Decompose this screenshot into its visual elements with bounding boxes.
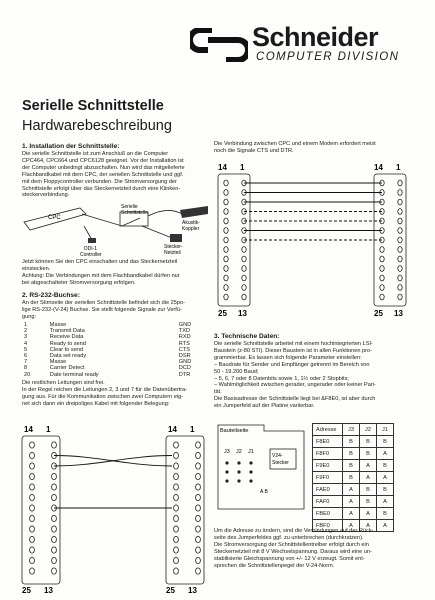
connector-pin: [30, 526, 35, 532]
signal-code: GND: [178, 322, 192, 328]
text-line: stabilisierte Gleichspannung von +/- 12 V erzeugt. Somit ent-: [214, 555, 365, 562]
signal-name: Ready to send: [49, 340, 86, 347]
text-line: Die Verbindung zwischen CPC und einem Modem erfordert meist: [214, 141, 376, 147]
connector-pin: [174, 442, 179, 448]
connector-pin: [224, 190, 228, 196]
jumper-cell: B: [360, 484, 377, 496]
address-header-row: [313, 424, 394, 436]
section1-after: [22, 259, 180, 287]
signal-name: Receive Data: [49, 334, 84, 341]
connector-pin: [242, 285, 246, 291]
connector-pin: [398, 199, 402, 205]
connector-pin-label: 14: [24, 425, 33, 434]
jumper-cell: A: [360, 520, 377, 532]
jumper-cell: A: [377, 472, 394, 484]
connector-pin: [398, 228, 402, 234]
text-line: Die Basisadresse der Schnittstelle liegt bei &F8E0, ist aber durch: [214, 396, 376, 403]
schneider-logo-icon: [190, 28, 248, 62]
address-cell: F8F0: [313, 448, 343, 460]
signal-pin: 6: [24, 353, 28, 360]
jumper-cell: B: [360, 448, 377, 460]
text-line: – 5, 6, 7 oder 8 Datenbits sowie 1, 1½ oder 2 Stopbits;: [214, 375, 349, 382]
connector-pin: [380, 256, 384, 262]
text-line: Baustein (z-80 STI). Dieser Baustein ist in allen Funktionen pro-: [214, 347, 372, 354]
wire-rxd-txd: [54, 456, 172, 467]
jumper-cell: B: [343, 436, 360, 448]
address-row: [313, 436, 394, 448]
jumper-pad: [249, 479, 252, 482]
connector-pin: [174, 557, 179, 563]
text-line: der Computer unbedingt abzuschalten. Nun wird das mitgelieferte: [22, 164, 185, 171]
connector-left: [218, 163, 250, 318]
address-header-cell: J3: [343, 424, 360, 436]
null-modem-diagram: [18, 422, 210, 594]
connector-pin: [174, 515, 179, 521]
connector-pin: [196, 526, 201, 532]
right-intro: [214, 141, 376, 155]
signal-pin: 4: [24, 340, 28, 347]
text-line: – Wahlmöglichkeit zwischen gerader, ungerader oder keiner Pari-: [214, 382, 376, 389]
signal-table: [24, 322, 214, 378]
connector-pin: [224, 237, 228, 243]
signal-name: Date terminal ready: [49, 371, 99, 378]
address-header-cell: J2: [360, 424, 377, 436]
address-row: [313, 448, 394, 460]
connector-pin: [30, 452, 35, 458]
address-cell: F8E0: [313, 436, 343, 448]
text-line: mit dem Floppycontroller verbunden. Die Stromversorgung der: [22, 178, 177, 185]
connector-pin-label: 13: [394, 309, 403, 318]
section2-intro: [22, 300, 185, 321]
board-title: Bauteilseite: [220, 428, 249, 434]
ddi-label: DDI-1: [84, 246, 98, 252]
address-cell: FBE0: [313, 508, 343, 520]
power-cable: [142, 226, 172, 238]
jumper-cell: A: [343, 508, 360, 520]
jumper-cell: B: [360, 436, 377, 448]
connector-pin: [30, 536, 35, 542]
connector-pin: [380, 266, 384, 272]
jumper-cell: A: [377, 448, 394, 460]
connector-right: [166, 425, 204, 594]
jumper-cell: A: [343, 520, 360, 532]
jumper-pad: [237, 479, 240, 482]
jumper-cell: B: [343, 472, 360, 484]
text-line: seite des Jumperfeldes ggf. zu unterbrechen (durchkratzen).: [214, 534, 364, 541]
connector-pin: [174, 505, 179, 511]
v24-connector: [270, 449, 296, 469]
connector-pin: [174, 473, 179, 479]
jumper-cell: A: [343, 496, 360, 508]
connector-pin: [174, 526, 179, 532]
connector-pin-label: 25: [22, 586, 31, 594]
page-subtitle: Hardwarebeschreibung: [22, 118, 172, 134]
text-line: An der Stirnseite der seriellen Schnittstelle befindet sich die 25po-: [22, 300, 185, 306]
jumper-pad: [249, 461, 252, 464]
text-line: tät.: [214, 389, 222, 396]
jumper-cell: A: [360, 472, 377, 484]
connector-pin: [196, 442, 201, 448]
text-line: sprechen die Schnittstellenpegel der V-24-Norm.: [214, 562, 335, 569]
connector-pin: [242, 266, 246, 272]
jumper-pad: [237, 470, 240, 473]
coupler-shape: [180, 206, 208, 218]
connector-pin: [398, 247, 402, 253]
text-line: ein Jumperfeld auf der Platine variierbar.: [214, 403, 315, 410]
signal-pin: 5: [24, 346, 28, 353]
connector-pin: [196, 463, 201, 469]
power-label: Stecker-: [164, 244, 183, 250]
connector-pin: [196, 452, 201, 458]
connector-pin: [30, 463, 35, 469]
jumper-cell: A: [343, 484, 360, 496]
connector-pin: [52, 536, 57, 542]
power-supply-shape: [170, 234, 182, 242]
jumper-cell: A: [360, 508, 377, 520]
connector-pin: [196, 536, 201, 542]
jumper-pad: [249, 470, 252, 473]
text-line: CPC464, CPC664 und CPC6128 geeignet. Vor der Installation ist: [22, 157, 184, 164]
installation-diagram: [22, 200, 212, 256]
connector-pin: [174, 536, 179, 542]
address-row: [313, 472, 394, 484]
connector-pin: [30, 442, 35, 448]
connector-pin: [174, 484, 179, 490]
connector-pin-label: 25: [374, 309, 383, 318]
connector-pin-label: 1: [190, 425, 195, 434]
jumper-pad: [225, 479, 228, 482]
connector-pin: [224, 256, 228, 262]
address-header-cell: J1: [377, 424, 394, 436]
connector-pin: [398, 266, 402, 272]
signal-name: Clear to send: [49, 346, 84, 353]
connector-pin: [224, 247, 228, 253]
signal-pin: 20: [24, 371, 31, 378]
address-row: [313, 496, 394, 508]
text-line: noch die Signale CTS und DTR.: [214, 147, 294, 154]
interface-label: Schnittstelle: [121, 210, 148, 216]
coupler-label: Akustik-: [182, 220, 200, 226]
address-cell: F9F0: [313, 472, 343, 484]
address-row: [313, 460, 394, 472]
connector-pin: [196, 515, 201, 521]
jumper-cell: A: [360, 460, 377, 472]
address-row: [313, 484, 394, 496]
signal-code: GND: [178, 359, 192, 366]
connector-pin: [30, 547, 35, 553]
signal-code: DCD: [178, 365, 191, 372]
signal-code: DTR: [178, 371, 191, 378]
section3-text: [214, 341, 376, 410]
jumper-cell: A: [377, 496, 394, 508]
signal-code: TXD: [178, 328, 190, 335]
connector-pin: [196, 473, 201, 479]
page-title: Serielle Schnittstelle: [22, 98, 164, 114]
connector-pin: [196, 505, 201, 511]
connector-pin: [398, 256, 402, 262]
connector-pin: [30, 515, 35, 521]
connector-pin: [380, 285, 384, 291]
connector-pin-label: 14: [218, 163, 227, 172]
connector-pin: [196, 547, 201, 553]
signal-pin: 3: [24, 334, 28, 341]
signal-pin: 1: [24, 322, 28, 328]
connector-pin: [242, 294, 246, 300]
jumper-cell: A: [377, 520, 394, 532]
signal-name: Masse: [49, 322, 67, 328]
board-outline: [218, 425, 304, 509]
board-sketch: [214, 423, 306, 513]
signal-code: DSR: [178, 353, 191, 360]
connector-right-frame: [374, 174, 406, 306]
address-cell: FAE0: [313, 484, 343, 496]
jumper-cell: B: [377, 436, 394, 448]
jumper-cell: B: [360, 496, 377, 508]
connector-pin: [398, 237, 402, 243]
signal-name: Carrier Detect: [49, 365, 85, 372]
jumper-pad: [237, 461, 240, 464]
connector-pin-label: 1: [240, 163, 245, 172]
connector-pin: [52, 557, 57, 563]
text-line: gung:: [22, 313, 36, 320]
section3-after: [214, 528, 374, 569]
connector-pin: [242, 247, 246, 253]
text-line: Steckernetzteil mit 8 V Wechselspannung. Daraus wird eine un-: [214, 548, 372, 555]
text-line: Flachbandkabel mit dem CPC, der seriellen Schnittstelle und ggf.: [22, 171, 184, 178]
connector-pin: [242, 256, 246, 262]
address-header-cell: Adresse: [313, 424, 343, 436]
connector-pin: [196, 568, 201, 574]
jumper-cell: B: [343, 460, 360, 472]
connector-pin: [398, 218, 402, 224]
connector-pin: [52, 515, 57, 521]
jumper-label: J1: [248, 449, 254, 455]
jumper-pad: [225, 461, 228, 464]
connector-pin: [174, 494, 179, 500]
text-line: Die serielle Schnittstelle arbeitet mit einem hochintegrierten LSI-: [214, 341, 373, 347]
connector-pin: [196, 557, 201, 563]
text-line: 50 - 19.200 Baud;: [214, 368, 259, 375]
connector-pin: [30, 568, 35, 574]
text-line: Um die Adresse zu ändern, sind die Verbindungen auf der Rück-: [214, 528, 374, 534]
connector-pin: [224, 275, 228, 281]
text-line: Schnittstelle erfolgt über das Steckernetzteil durch eine Klinken-: [22, 185, 181, 192]
interface-label: Serielle: [121, 204, 138, 210]
text-line: Die serielle Schnittstelle ist zum Anschluß an die Computer: [22, 151, 169, 157]
text-line: net sich dann ein dreipoliges Kabel mit folgender Belegung:: [22, 400, 170, 407]
text-line: In der Regel reichen die Leitungen 2, 3 und 7 für die Datenübertra-: [22, 386, 188, 393]
signal-code: RTS: [178, 340, 190, 347]
text-line: bei abgeschalteter Stromversorgung erfolgen.: [22, 279, 136, 286]
ddi-label: Controller: [80, 252, 102, 256]
address-cell: FAF0: [313, 496, 343, 508]
power-label: Netzteil: [164, 250, 181, 256]
connector-pin: [398, 285, 402, 291]
connector-pin: [174, 547, 179, 553]
address-cell: F9E0: [313, 460, 343, 472]
jumper-label: J2: [236, 449, 242, 455]
section2-after: [22, 380, 187, 408]
connector-pin-label: 13: [188, 586, 197, 594]
v24-label: V24-: [272, 453, 283, 459]
connector-pin: [224, 228, 228, 234]
text-line: grammierbar. Es lassen sich folgende Parameter einstellen:: [214, 354, 362, 361]
connector-pin: [224, 209, 228, 215]
section1-intro: [22, 151, 185, 199]
text-line: Die Stromversorgung der Schnittstellentreiber erfolgt durch ein: [214, 541, 369, 548]
connector-pin-label: 14: [374, 163, 383, 172]
section1-title: 1. Installation der Schnittstelle:: [22, 143, 120, 150]
jumper-ab-label: A B: [260, 489, 268, 495]
brand-division: COMPUTER DIVISION: [256, 51, 400, 63]
connector-pin: [52, 442, 57, 448]
signal-row: [24, 372, 214, 378]
text-line: Die restlichen Leitungen sind frei.: [22, 380, 105, 386]
signal-name: Data set ready: [49, 353, 87, 360]
signal-pin: 2: [24, 328, 28, 335]
signal-pin: 7: [24, 359, 28, 366]
text-line: – Baudrate für Sender und Empfänger getrennt im Bereich von: [214, 361, 370, 368]
jumper-pad: [225, 470, 228, 473]
text-line: Jetzt können Sie den CPC einschalten und das Steckernetzteil: [22, 259, 178, 265]
ddi-cable: [84, 226, 92, 240]
connector-pin: [242, 275, 246, 281]
connector-pin: [380, 294, 384, 300]
text-line: steckerverbindung.: [22, 192, 70, 199]
connector-pin: [52, 494, 57, 500]
connector-pin-label: 1: [46, 425, 51, 434]
text-line: einstecken.: [22, 265, 51, 272]
modem-diagram: [214, 160, 414, 320]
coupler-cable: [148, 210, 182, 216]
connector-pin: [30, 505, 35, 511]
connector-pin: [52, 473, 57, 479]
address-row: [313, 508, 394, 520]
section2-title: 2. RS-232-Buchse:: [22, 292, 80, 299]
connector-pin: [398, 209, 402, 215]
coupler-label: Koppler: [182, 226, 200, 232]
connector-pin-label: 1: [396, 163, 401, 172]
text-line: Achtung: Die Verbindungen mit dem Flachbandkabel dürfen nur: [22, 272, 180, 279]
connector-pin: [380, 275, 384, 281]
connector-pin: [224, 294, 228, 300]
address-table: [312, 423, 394, 532]
address-cell: FBF0: [313, 520, 343, 532]
connector-pin: [174, 452, 179, 458]
connector-left: [22, 425, 60, 594]
connector-pin-label: 13: [44, 586, 53, 594]
connector-pin: [52, 547, 57, 553]
connector-pin: [196, 484, 201, 490]
cpc-label: CPC: [48, 215, 61, 221]
connector-left-frame: [22, 436, 60, 584]
connector-pin-label: 13: [238, 309, 247, 318]
signal-pin: 8: [24, 365, 28, 372]
ddi-controller-shape: [88, 238, 96, 243]
connector-pin: [398, 275, 402, 281]
brand-name: Schneider: [252, 22, 379, 52]
connector-pin-label: 14: [168, 425, 177, 434]
connector-pin: [52, 484, 57, 490]
jumper-cell: B: [377, 484, 394, 496]
connector-right-frame: [166, 436, 204, 584]
connector-pin: [224, 180, 228, 186]
connector-pin: [174, 568, 179, 574]
connector-pin: [224, 285, 228, 291]
signal-name: Transmit Data: [49, 328, 85, 335]
connector-pin: [380, 247, 384, 253]
jumper-label: J3: [224, 449, 230, 455]
text-line: gung aus. Für die Kommunikation zwischen zwei Computern eig-: [22, 393, 184, 400]
connector-pin: [30, 473, 35, 479]
text-line: lige RS-232-(V-24) Buchse. Sie stellt folgende Signale zur Verfü-: [22, 306, 182, 313]
connector-pin: [30, 484, 35, 490]
connector-pin: [398, 294, 402, 300]
connector-pin: [174, 463, 179, 469]
connector-pin: [196, 494, 201, 500]
connector-pin-label: 25: [218, 309, 227, 318]
connector-pin: [30, 494, 35, 500]
connector-pin: [224, 266, 228, 272]
connector-right: [374, 163, 406, 318]
signal-code: CTS: [178, 346, 190, 353]
section3-title: 3. Technische Daten:: [214, 333, 280, 340]
connector-pin: [52, 568, 57, 574]
connector-pin: [224, 199, 228, 205]
jumper-cell: B: [343, 448, 360, 460]
jumper-cell: B: [377, 508, 394, 520]
connector-pin-label: 25: [166, 586, 175, 594]
connector-pin: [30, 557, 35, 563]
connector-pin: [398, 180, 402, 186]
connector-pin: [52, 526, 57, 532]
connector-pin: [224, 218, 228, 224]
v24-label: Stecker: [272, 460, 289, 466]
jumper-cell: B: [377, 460, 394, 472]
connector-pin: [398, 190, 402, 196]
signal-name: Masse: [49, 359, 67, 366]
signal-code: RXD: [178, 334, 191, 341]
